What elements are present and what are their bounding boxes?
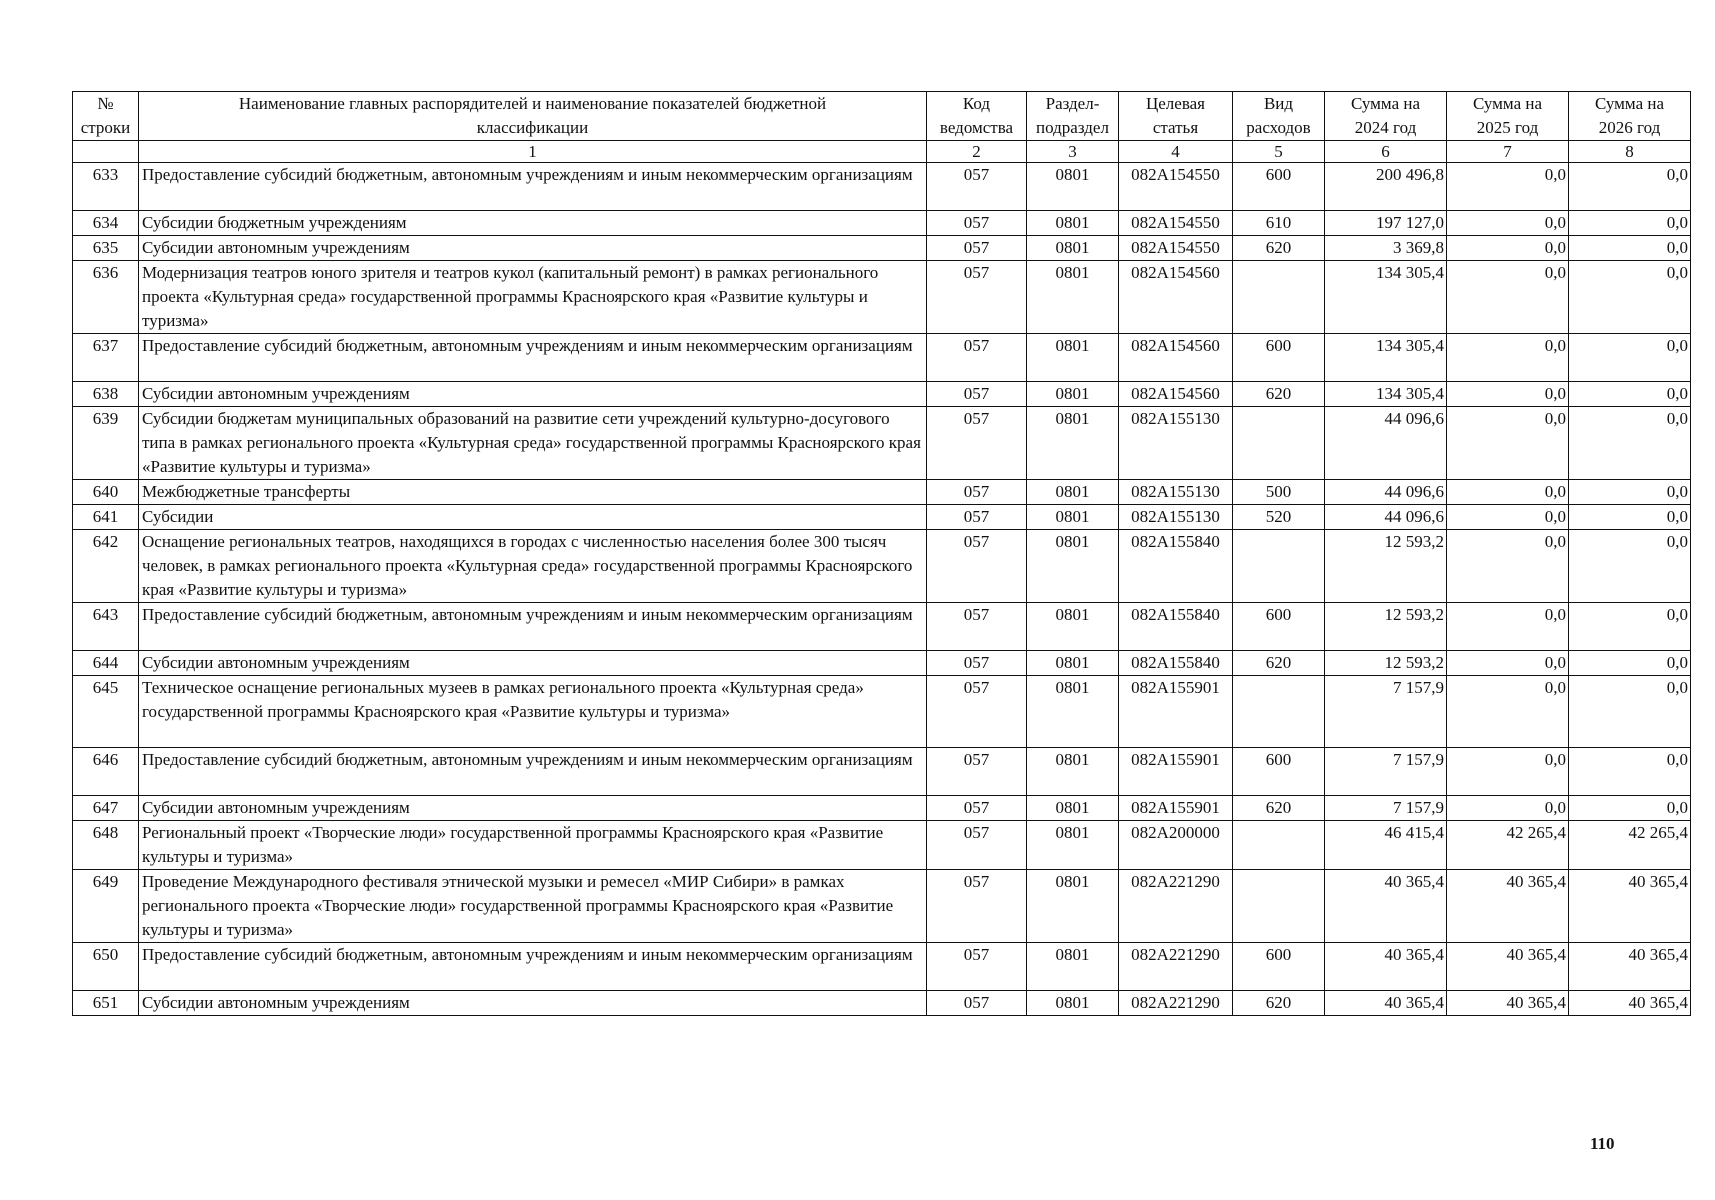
table-row (73, 603, 1691, 651)
row-sum-2026: 0,0 (1569, 505, 1691, 530)
row-target-article: 082A154560 (1119, 382, 1233, 407)
column-number (73, 141, 139, 163)
row-sum-2026: 0,0 (1569, 236, 1691, 261)
row-target-article: 082A155901 (1119, 676, 1233, 748)
row-target-article: 082A155840 (1119, 651, 1233, 676)
row-sum-2025: 0,0 (1447, 651, 1569, 676)
row-expense-kind: 620 (1233, 991, 1325, 1016)
table-row (73, 676, 1691, 748)
row-sum-2024: 7 157,9 (1325, 748, 1447, 796)
row-expense-kind (1233, 261, 1325, 334)
row-department-code: 057 (927, 796, 1027, 821)
row-number: 640 (73, 480, 139, 505)
row-section: 0801 (1027, 651, 1119, 676)
row-section: 0801 (1027, 236, 1119, 261)
row-sum-2025: 0,0 (1447, 382, 1569, 407)
row-sum-2025: 0,0 (1447, 334, 1569, 382)
row-target-article: 082A155840 (1119, 530, 1233, 603)
row-name: Субсидии автономным учреждениям (139, 991, 927, 1016)
row-sum-2024: 40 365,4 (1325, 943, 1447, 991)
column-number: 1 (139, 141, 927, 163)
row-number: 647 (73, 796, 139, 821)
row-name: Межбюджетные трансферты (139, 480, 927, 505)
row-sum-2025: 0,0 (1447, 748, 1569, 796)
row-expense-kind: 620 (1233, 651, 1325, 676)
row-number: 646 (73, 748, 139, 796)
row-sum-2026: 0,0 (1569, 530, 1691, 603)
row-sum-2024: 12 593,2 (1325, 651, 1447, 676)
row-name: Субсидии автономным учреждениям (139, 796, 927, 821)
table-row (73, 991, 1691, 1016)
header-sum-2024: Сумма на 2024 год (1325, 92, 1447, 141)
row-section: 0801 (1027, 870, 1119, 943)
row-target-article: 082A221290 (1119, 943, 1233, 991)
table-row (73, 870, 1691, 943)
row-target-article: 082A221290 (1119, 991, 1233, 1016)
row-name: Предоставление субсидий бюджетным, автономным учреждениям и иным некоммерческим организациям (139, 603, 927, 651)
row-sum-2025: 40 365,4 (1447, 991, 1569, 1016)
table-row (73, 382, 1691, 407)
row-sum-2025: 0,0 (1447, 480, 1569, 505)
row-sum-2026: 40 365,4 (1569, 870, 1691, 943)
row-department-code: 057 (927, 236, 1027, 261)
row-sum-2026: 42 265,4 (1569, 821, 1691, 870)
row-sum-2026: 40 365,4 (1569, 943, 1691, 991)
column-number: 8 (1569, 141, 1691, 163)
row-sum-2025: 0,0 (1447, 676, 1569, 748)
row-sum-2025: 0,0 (1447, 211, 1569, 236)
row-name: Субсидии бюджетным учреждениям (139, 211, 927, 236)
row-target-article: 082A154550 (1119, 211, 1233, 236)
row-section: 0801 (1027, 163, 1119, 211)
row-number: 636 (73, 261, 139, 334)
row-department-code: 057 (927, 651, 1027, 676)
row-department-code: 057 (927, 382, 1027, 407)
row-target-article: 082A154560 (1119, 261, 1233, 334)
row-target-article: 082A155130 (1119, 480, 1233, 505)
table-row (73, 163, 1691, 211)
row-sum-2024: 197 127,0 (1325, 211, 1447, 236)
row-expense-kind: 620 (1233, 796, 1325, 821)
table-body (73, 163, 1691, 1016)
row-sum-2024: 134 305,4 (1325, 382, 1447, 407)
row-number: 633 (73, 163, 139, 211)
row-sum-2025: 0,0 (1447, 407, 1569, 480)
row-sum-2025: 42 265,4 (1447, 821, 1569, 870)
row-sum-2026: 0,0 (1569, 382, 1691, 407)
row-department-code: 057 (927, 211, 1027, 236)
row-sum-2024: 44 096,6 (1325, 480, 1447, 505)
row-name: Техническое оснащение региональных музеев в рамках регионального проекта «Культурная среда» государственной программы Красноярского края «Развитие культуры и туризма» (139, 676, 927, 748)
column-number: 5 (1233, 141, 1325, 163)
row-number: 650 (73, 943, 139, 991)
row-department-code: 057 (927, 530, 1027, 603)
row-expense-kind (1233, 407, 1325, 480)
row-department-code: 057 (927, 407, 1027, 480)
row-target-article: 082A155130 (1119, 407, 1233, 480)
row-sum-2024: 134 305,4 (1325, 334, 1447, 382)
row-sum-2026: 0,0 (1569, 407, 1691, 480)
row-name: Субсидии автономным учреждениям (139, 651, 927, 676)
row-number: 641 (73, 505, 139, 530)
row-target-article: 082A200000 (1119, 821, 1233, 870)
row-section: 0801 (1027, 382, 1119, 407)
table-row (73, 748, 1691, 796)
row-target-article: 082A155130 (1119, 505, 1233, 530)
row-number: 638 (73, 382, 139, 407)
row-department-code: 057 (927, 943, 1027, 991)
table-row (73, 530, 1691, 603)
row-sum-2024: 7 157,9 (1325, 796, 1447, 821)
row-sum-2026: 0,0 (1569, 211, 1691, 236)
row-number: 635 (73, 236, 139, 261)
row-target-article: 082A155840 (1119, 603, 1233, 651)
row-sum-2024: 134 305,4 (1325, 261, 1447, 334)
row-name: Субсидии автономным учреждениям (139, 236, 927, 261)
row-sum-2026: 0,0 (1569, 651, 1691, 676)
row-expense-kind: 500 (1233, 480, 1325, 505)
header-no: № строки (73, 92, 139, 141)
row-sum-2025: 0,0 (1447, 796, 1569, 821)
row-expense-kind: 600 (1233, 943, 1325, 991)
table-row (73, 236, 1691, 261)
row-sum-2025: 0,0 (1447, 236, 1569, 261)
row-department-code: 057 (927, 505, 1027, 530)
row-expense-kind: 600 (1233, 334, 1325, 382)
row-number: 651 (73, 991, 139, 1016)
table-row (73, 651, 1691, 676)
header-kind: Вид расходов (1233, 92, 1325, 141)
table-row (73, 480, 1691, 505)
row-name: Предоставление субсидий бюджетным, автономным учреждениям и иным некоммерческим организациям (139, 334, 927, 382)
row-expense-kind: 600 (1233, 603, 1325, 651)
row-department-code: 057 (927, 261, 1027, 334)
row-name: Предоставление субсидий бюджетным, автономным учреждениям и иным некоммерческим организациям (139, 163, 927, 211)
row-department-code: 057 (927, 870, 1027, 943)
row-sum-2024: 3 369,8 (1325, 236, 1447, 261)
row-name: Предоставление субсидий бюджетным, автономным учреждениям и иным некоммерческим организациям (139, 748, 927, 796)
row-number: 642 (73, 530, 139, 603)
row-sum-2024: 12 593,2 (1325, 530, 1447, 603)
row-expense-kind: 620 (1233, 382, 1325, 407)
row-section: 0801 (1027, 530, 1119, 603)
row-department-code: 057 (927, 480, 1027, 505)
row-number: 639 (73, 407, 139, 480)
row-sum-2026: 0,0 (1569, 163, 1691, 211)
row-name: Оснащение региональных театров, находящихся в городах с численностью населения более 300 тысяч человек, в рамках регионального проекта «Культурная среда» государственной программы Красноярского края «Развитие культуры и туризма» (139, 530, 927, 603)
row-section: 0801 (1027, 261, 1119, 334)
row-department-code: 057 (927, 991, 1027, 1016)
row-target-article: 082A154550 (1119, 236, 1233, 261)
budget-table (72, 91, 1691, 1016)
row-sum-2026: 0,0 (1569, 603, 1691, 651)
header-code: Код ведомства (927, 92, 1027, 141)
row-name: Субсидии (139, 505, 927, 530)
row-department-code: 057 (927, 163, 1027, 211)
row-target-article: 082A155901 (1119, 748, 1233, 796)
row-department-code: 057 (927, 821, 1027, 870)
row-department-code: 057 (927, 334, 1027, 382)
row-number: 634 (73, 211, 139, 236)
row-sum-2024: 200 496,8 (1325, 163, 1447, 211)
row-sum-2025: 0,0 (1447, 530, 1569, 603)
row-expense-kind (1233, 870, 1325, 943)
row-expense-kind (1233, 821, 1325, 870)
row-department-code: 057 (927, 676, 1027, 748)
row-section: 0801 (1027, 796, 1119, 821)
header-section: Раздел- подраздел (1027, 92, 1119, 141)
row-number: 645 (73, 676, 139, 748)
row-section: 0801 (1027, 407, 1119, 480)
row-expense-kind: 620 (1233, 236, 1325, 261)
row-section: 0801 (1027, 211, 1119, 236)
table-row (73, 821, 1691, 870)
row-sum-2026: 40 365,4 (1569, 991, 1691, 1016)
row-number: 648 (73, 821, 139, 870)
row-section: 0801 (1027, 748, 1119, 796)
header-article: Целевая статья (1119, 92, 1233, 141)
row-sum-2025: 40 365,4 (1447, 943, 1569, 991)
row-section: 0801 (1027, 480, 1119, 505)
row-department-code: 057 (927, 748, 1027, 796)
row-sum-2024: 7 157,9 (1325, 676, 1447, 748)
row-sum-2026: 0,0 (1569, 748, 1691, 796)
row-number: 643 (73, 603, 139, 651)
table-row (73, 261, 1691, 334)
row-department-code: 057 (927, 603, 1027, 651)
column-number: 7 (1447, 141, 1569, 163)
row-name: Проведение Международного фестиваля этнической музыки и ремесел «МИР Сибири» в рамках регионального проекта «Творческие люди» государственной программы Красноярского края «Развитие культуры и туризма» (139, 870, 927, 943)
row-sum-2025: 0,0 (1447, 261, 1569, 334)
header-name: Наименование главных распорядителей и наименование показателей бюджетной классификации (139, 92, 927, 141)
row-target-article: 082A154560 (1119, 334, 1233, 382)
table-row (73, 505, 1691, 530)
row-sum-2026: 0,0 (1569, 796, 1691, 821)
header-sum-2025: Сумма на 2025 год (1447, 92, 1569, 141)
row-expense-kind (1233, 676, 1325, 748)
row-name: Региональный проект «Творческие люди» государственной программы Красноярского края «Развитие культуры и туризма» (139, 821, 927, 870)
row-section: 0801 (1027, 505, 1119, 530)
row-sum-2024: 40 365,4 (1325, 870, 1447, 943)
column-number: 4 (1119, 141, 1233, 163)
row-expense-kind: 520 (1233, 505, 1325, 530)
row-expense-kind: 610 (1233, 211, 1325, 236)
table-row (73, 796, 1691, 821)
row-sum-2025: 0,0 (1447, 163, 1569, 211)
row-number: 649 (73, 870, 139, 943)
row-sum-2024: 44 096,6 (1325, 505, 1447, 530)
row-section: 0801 (1027, 603, 1119, 651)
row-sum-2026: 0,0 (1569, 676, 1691, 748)
column-number: 6 (1325, 141, 1447, 163)
column-number: 3 (1027, 141, 1119, 163)
row-sum-2024: 46 415,4 (1325, 821, 1447, 870)
row-section: 0801 (1027, 991, 1119, 1016)
row-section: 0801 (1027, 821, 1119, 870)
column-numbers-row (73, 141, 1691, 163)
row-sum-2024: 12 593,2 (1325, 603, 1447, 651)
row-number: 644 (73, 651, 139, 676)
row-name: Субсидии бюджетам муниципальных образований на развитие сети учреждений культурно-досугового типа в рамках регионального проекта «Культурная среда» государственной программы Красноярского края «Развитие культуры и туризма» (139, 407, 927, 480)
page-number: 110 (1590, 1134, 1615, 1153)
row-target-article: 082A154550 (1119, 163, 1233, 211)
table-row (73, 943, 1691, 991)
table-row (73, 211, 1691, 236)
row-target-article: 082A221290 (1119, 870, 1233, 943)
row-target-article: 082A155901 (1119, 796, 1233, 821)
row-name: Модернизация театров юного зрителя и театров кукол (капитальный ремонт) в рамках регионального проекта «Культурная среда» государственной программы Красноярского края «Развитие культуры и туризма» (139, 261, 927, 334)
row-sum-2025: 40 365,4 (1447, 870, 1569, 943)
row-section: 0801 (1027, 334, 1119, 382)
row-sum-2025: 0,0 (1447, 505, 1569, 530)
row-section: 0801 (1027, 676, 1119, 748)
row-sum-2024: 40 365,4 (1325, 991, 1447, 1016)
row-sum-2026: 0,0 (1569, 334, 1691, 382)
row-number: 637 (73, 334, 139, 382)
header-row (73, 92, 1691, 141)
column-number: 2 (927, 141, 1027, 163)
row-name: Субсидии автономным учреждениям (139, 382, 927, 407)
row-expense-kind (1233, 530, 1325, 603)
row-name: Предоставление субсидий бюджетным, автономным учреждениям и иным некоммерческим организациям (139, 943, 927, 991)
row-sum-2025: 0,0 (1447, 603, 1569, 651)
table-row (73, 334, 1691, 382)
row-section: 0801 (1027, 943, 1119, 991)
row-sum-2026: 0,0 (1569, 480, 1691, 505)
row-sum-2024: 44 096,6 (1325, 407, 1447, 480)
row-sum-2026: 0,0 (1569, 261, 1691, 334)
header-sum-2026: Сумма на 2026 год (1569, 92, 1691, 141)
row-expense-kind: 600 (1233, 163, 1325, 211)
table-row (73, 407, 1691, 480)
row-expense-kind: 600 (1233, 748, 1325, 796)
